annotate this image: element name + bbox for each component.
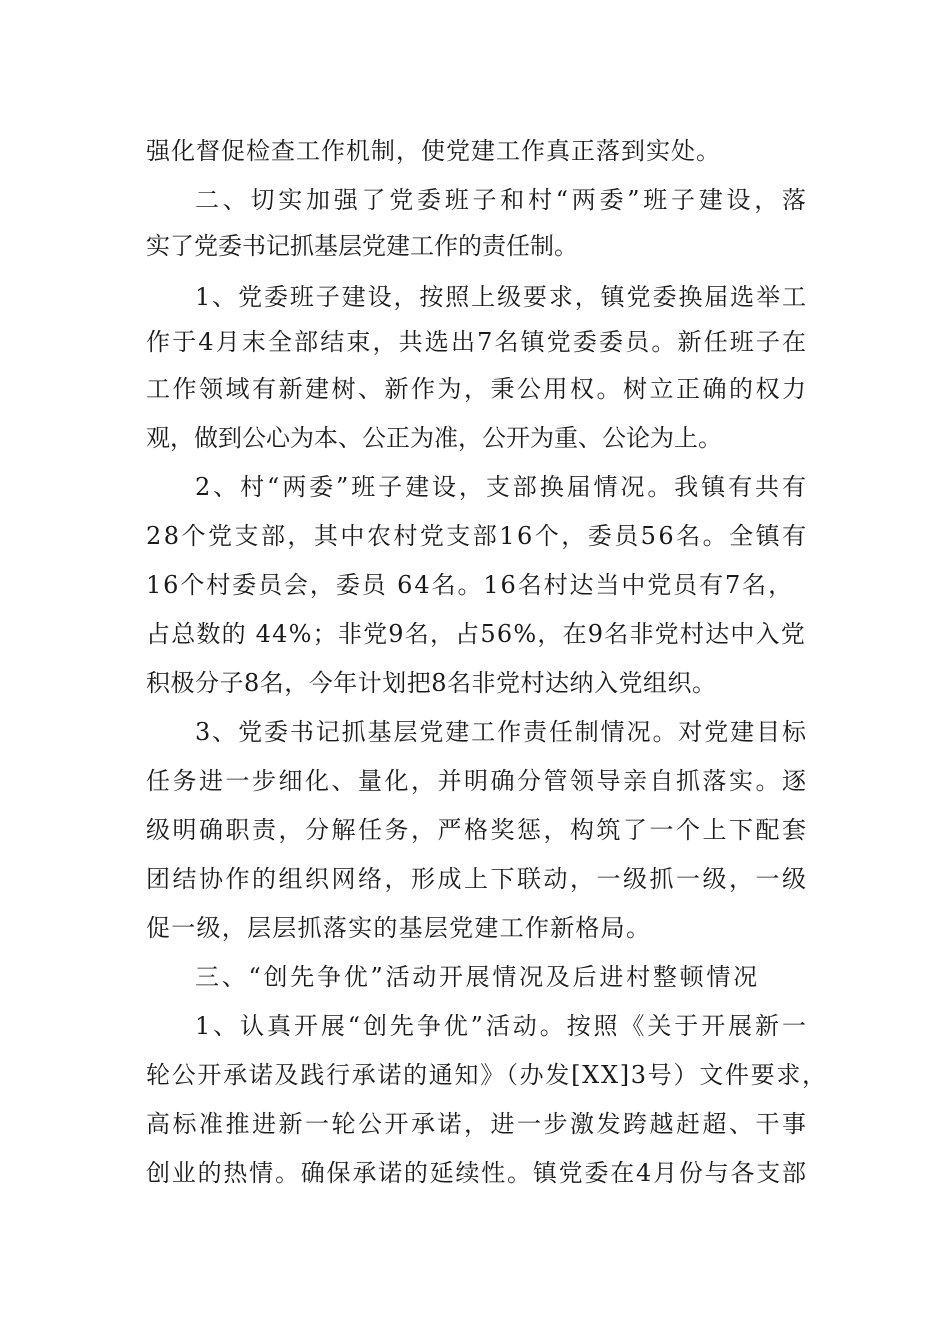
text-line: 促一级，层层抓落实的基层党建工作新格局。 [146, 914, 652, 942]
text-line: 2、村“两委”班子建设，支部换届情况。我镇有共有 [195, 473, 809, 501]
text-line: 任务进一步细化、量化，并明确分管领导亲自抓落实。逐 [146, 767, 809, 795]
section-heading: 三、“创先争优”活动开展情况及后进村整顿情况 [195, 963, 760, 991]
text-line: 16个村委员会，委员 64名。16名村达当中党员有7名， [146, 571, 794, 599]
text-line: 1、党委班子建设，按照上级要求，镇党委换届选举工 [195, 283, 808, 311]
text-line: 积极分子8名，今年计划把8名非党村达纳入党组织。 [146, 669, 717, 697]
text-line: 作于4月末全部结束，共选出7名镇党委委员。新任班子在 [146, 328, 809, 356]
text-line: 28个党支部，其中农村党支部16个，委员56名。全镇有 [146, 522, 809, 550]
text-line: 团结协作的组织网络，形成上下联动，一级抓一级，一级 [146, 865, 809, 893]
text-line: 创业的热情。确保承诺的延续性。镇党委在4月份与各支部 [146, 1159, 808, 1187]
text-line: 3、党委书记抓基层党建工作责任制情况。对党建目标 [195, 718, 808, 746]
text-line: 级明确职责，分解任务，严格奖惩，构筑了一个上下配套 [146, 816, 809, 844]
text-line: 占总数的 44%；非党9名，占56%，在9名非党村达中入党 [146, 620, 806, 648]
text-line: 1、认真开展“创先争优”活动。按照《关于开展新一 [195, 1012, 809, 1040]
text-line: 轮公开承诺及践行承诺的通知》（办发[XX]3号）文件要求， [146, 1061, 828, 1089]
text-line: 实了党委书记抓基层党建工作的责任制。 [146, 232, 578, 260]
text-line: 高标准推进新一轮公开承诺，进一步激发跨越赶超、干事 [146, 1110, 809, 1138]
text-line: 工作领域有新建树、新作为，秉公用权。树立正确的权力 [146, 375, 809, 403]
section-heading: 二、切实加强了党委班子和村“两委”班子建设，落 [195, 186, 810, 214]
text-line: 观，做到公心为本、公正为准，公开为重、公论为上。 [146, 424, 722, 452]
text-line: 强化督促检查工作机制，使党建工作真正落到实处。 [146, 137, 721, 165]
